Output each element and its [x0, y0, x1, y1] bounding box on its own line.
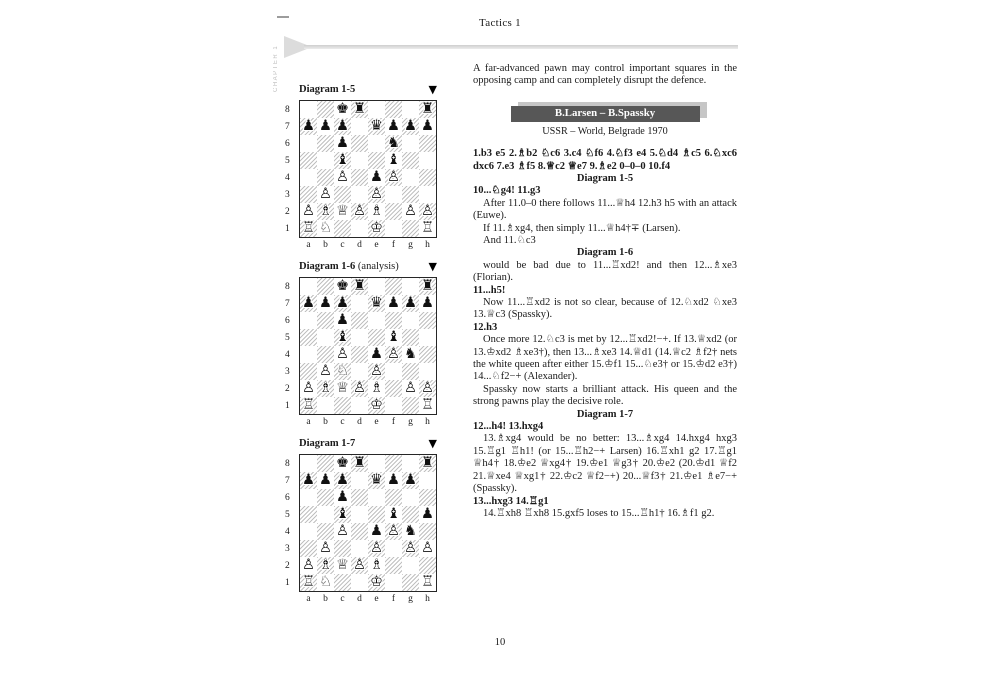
annotation-text: If 11.♗xg4, then simply 11...♕h4†∓ (Larsen). [483, 222, 681, 234]
empty-square [385, 101, 402, 118]
empty-square [368, 135, 385, 152]
piece-black-rook: ♜ [353, 455, 366, 471]
chess-board [299, 277, 437, 415]
empty-square [368, 329, 385, 346]
diagram-label-row [299, 82, 437, 96]
annotation-text: And 11.♘c3 [483, 234, 536, 246]
chess-board [299, 100, 437, 238]
empty-square [385, 557, 402, 574]
annotation-text: Spassky now starts a brilliant attack. His queen and the strong pawns play the decisive role. [473, 383, 737, 408]
rank-label: 6 [285, 492, 290, 503]
empty-square [334, 574, 351, 591]
empty-square [385, 312, 402, 329]
empty-square [351, 295, 368, 312]
empty-square [300, 152, 317, 169]
piece-white-pawn: ♙ [404, 203, 417, 219]
rank-label: 2 [285, 560, 290, 571]
empty-square [300, 455, 317, 472]
empty-square [317, 135, 334, 152]
piece-white-pawn: ♙ [370, 186, 383, 202]
piece-black-pawn: ♟ [370, 346, 383, 362]
rank-label: 3 [285, 366, 290, 377]
piece-white-pawn: ♙ [302, 380, 315, 396]
empty-square [368, 489, 385, 506]
empty-square [300, 489, 317, 506]
empty-square [402, 329, 419, 346]
file-label: e [374, 417, 379, 427]
rank-label: 5 [285, 509, 290, 520]
rank-label: 4 [285, 172, 290, 183]
piece-white-pawn: ♙ [387, 346, 400, 362]
empty-square [385, 186, 402, 203]
piece-black-queen: ♛ [370, 295, 383, 311]
piece-black-pawn: ♟ [421, 118, 434, 134]
empty-square [419, 152, 436, 169]
empty-square [402, 363, 419, 380]
empty-square [402, 186, 419, 203]
page-number: 10 [494, 637, 506, 648]
empty-square [317, 346, 334, 363]
piece-black-pawn: ♟ [421, 506, 434, 522]
piece-white-pawn: ♙ [353, 380, 366, 396]
empty-square [402, 135, 419, 152]
empty-square [351, 472, 368, 489]
file-label: c [340, 417, 345, 427]
piece-white-rook: ♖ [421, 397, 434, 413]
file-label: c [340, 240, 345, 250]
empty-square [368, 312, 385, 329]
piece-white-pawn: ♙ [319, 540, 332, 556]
text-column [473, 63, 737, 520]
piece-black-pawn: ♟ [404, 295, 417, 311]
empty-square [317, 152, 334, 169]
piece-black-pawn: ♟ [404, 472, 417, 488]
empty-square [300, 506, 317, 523]
piece-white-pawn: ♙ [387, 169, 400, 185]
piece-black-pawn: ♟ [319, 472, 332, 488]
move-text: 11...h5! [473, 284, 506, 296]
diagram-label-row [299, 436, 437, 450]
piece-white-pawn: ♙ [336, 523, 349, 539]
empty-square [317, 489, 334, 506]
move-text: 12...h4! 13.hxg4 [473, 421, 544, 433]
empty-square [300, 186, 317, 203]
empty-square [368, 455, 385, 472]
piece-white-knight: ♘ [319, 220, 332, 236]
piece-white-bishop: ♗ [370, 203, 383, 219]
file-label: f [391, 240, 396, 250]
file-label: g [408, 417, 413, 427]
rank-label: 7 [285, 121, 290, 132]
empty-square [351, 346, 368, 363]
rank-label: 4 [285, 349, 290, 360]
empty-square [300, 312, 317, 329]
empty-square [419, 363, 436, 380]
piece-white-knight: ♘ [336, 363, 349, 379]
piece-black-bishop: ♝ [336, 329, 349, 345]
piece-white-bishop: ♗ [319, 557, 332, 573]
annotation-text: After 11.0–0 there follows 11...♕h4 12.h3 h5 with an attack (Euwe). [473, 197, 737, 222]
piece-black-pawn: ♟ [404, 118, 417, 134]
diagram-column [285, 82, 445, 613]
piece-black-knight: ♞ [404, 346, 417, 362]
file-label: c [340, 594, 345, 604]
piece-white-pawn: ♙ [302, 557, 315, 573]
rank-label: 3 [285, 189, 290, 200]
empty-square [419, 489, 436, 506]
file-labels [300, 594, 436, 604]
rank-label: 4 [285, 526, 290, 537]
empty-square [402, 220, 419, 237]
piece-black-pawn: ♟ [336, 472, 349, 488]
empty-square [402, 397, 419, 414]
chapter-vertical-label: CHAPTER 1 [273, 44, 279, 92]
diagram-label: Diagram 1-5 [299, 83, 356, 95]
empty-square [385, 574, 402, 591]
empty-square [419, 135, 436, 152]
empty-square [317, 455, 334, 472]
piece-white-pawn: ♙ [370, 363, 383, 379]
empty-square [402, 489, 419, 506]
piece-black-pawn: ♟ [336, 118, 349, 134]
empty-square [317, 523, 334, 540]
empty-square [351, 489, 368, 506]
piece-black-king: ♚ [336, 101, 349, 117]
black-to-move-icon: ▼ [428, 82, 437, 96]
empty-square [402, 557, 419, 574]
empty-square [351, 506, 368, 523]
piece-white-rook: ♖ [302, 220, 315, 236]
file-labels [300, 417, 436, 427]
diagram-label-suffix: (analysis) [355, 260, 399, 272]
empty-square [334, 220, 351, 237]
empty-square [334, 540, 351, 557]
piece-black-pawn: ♟ [387, 472, 400, 488]
piece-white-rook: ♖ [302, 397, 315, 413]
empty-square [334, 186, 351, 203]
chess-diagram [285, 82, 445, 259]
rank-label: 8 [285, 458, 290, 469]
chess-diagram [285, 436, 445, 613]
file-labels [300, 240, 436, 250]
game-players-bar: B.Larsen – B.Spassky [511, 106, 700, 122]
rank-label: 2 [285, 383, 290, 394]
empty-square [368, 278, 385, 295]
empty-square [351, 397, 368, 414]
empty-square [402, 278, 419, 295]
piece-black-pawn: ♟ [302, 118, 315, 134]
empty-square [402, 506, 419, 523]
piece-white-pawn: ♙ [302, 203, 315, 219]
chapter-dash-ornament [277, 16, 289, 18]
piece-white-queen: ♕ [336, 557, 349, 573]
rank-labels [285, 277, 299, 415]
empty-square [351, 574, 368, 591]
game-header [473, 106, 737, 138]
piece-black-pawn: ♟ [387, 295, 400, 311]
annotation-text: Now 11...♖xd2 is not so clear, because of 12.♘xd2 ♘xe3 13.♕c3 (Spassky). [473, 297, 737, 321]
empty-square [385, 397, 402, 414]
piece-black-knight: ♞ [387, 135, 400, 151]
empty-square [419, 346, 436, 363]
empty-square [419, 523, 436, 540]
file-label: d [357, 594, 362, 604]
piece-white-bishop: ♗ [370, 380, 383, 396]
diagram-label: Diagram 1-7 [299, 437, 356, 449]
rank-labels [285, 454, 299, 592]
chess-diagram [285, 259, 445, 436]
empty-square [351, 152, 368, 169]
move-text: 1.b3 e5 2.♗b2 ♘c6 3.c4 ♘f6 4.♘f3 e4 5.♘d4 ♗c5 6.♘xc6 dxc6 7.e3 ♗f5 8.♕c2 ♕e7 9.♗e2 0–0–0 10.f4 [473, 148, 737, 172]
black-to-move-icon: ▼ [428, 259, 437, 273]
empty-square [368, 506, 385, 523]
piece-black-bishop: ♝ [387, 506, 400, 522]
piece-white-pawn: ♙ [353, 203, 366, 219]
empty-square [368, 101, 385, 118]
empty-square [419, 186, 436, 203]
rank-label: 2 [285, 206, 290, 217]
move-text: 10...♘g4! 11.g3 [473, 185, 541, 197]
piece-black-pawn: ♟ [336, 295, 349, 311]
piece-black-pawn: ♟ [336, 135, 349, 151]
piece-black-pawn: ♟ [336, 489, 349, 505]
empty-square [351, 220, 368, 237]
file-label: e [374, 240, 379, 250]
rank-label: 8 [285, 281, 290, 292]
piece-black-queen: ♛ [370, 118, 383, 134]
diagram-label: Diagram 1-6 (analysis) [299, 260, 399, 272]
diagram-reference: Diagram 1-5 [576, 172, 634, 184]
piece-white-bishop: ♗ [319, 203, 332, 219]
piece-black-rook: ♜ [421, 455, 434, 471]
empty-square [402, 312, 419, 329]
empty-square [317, 278, 334, 295]
piece-black-bishop: ♝ [336, 152, 349, 168]
piece-black-pawn: ♟ [319, 118, 332, 134]
annotation-text: 14.♖xh8 ♖xh8 15.gxf5 loses to 15...♖h1† 16.♗f1 g2. [483, 507, 715, 519]
piece-white-bishop: ♗ [370, 557, 383, 573]
file-label: b [323, 594, 328, 604]
empty-square [300, 540, 317, 557]
rank-label: 6 [285, 315, 290, 326]
piece-black-pawn: ♟ [370, 169, 383, 185]
empty-square [368, 152, 385, 169]
empty-square [351, 135, 368, 152]
piece-white-pawn: ♙ [370, 540, 383, 556]
file-label: b [323, 417, 328, 427]
rank-label: 7 [285, 298, 290, 309]
annotation-text: A far-advanced pawn may control important squares in the opposing camp and can completely disrupt the defence. [473, 63, 737, 87]
rank-label: 1 [285, 577, 290, 588]
piece-black-pawn: ♟ [302, 295, 315, 311]
piece-white-king: ♔ [370, 220, 383, 236]
empty-square [300, 135, 317, 152]
piece-white-pawn: ♙ [319, 186, 332, 202]
piece-black-bishop: ♝ [387, 152, 400, 168]
empty-square [317, 506, 334, 523]
empty-square [385, 363, 402, 380]
piece-black-king: ♚ [336, 455, 349, 471]
piece-white-pawn: ♙ [404, 540, 417, 556]
empty-square [351, 540, 368, 557]
file-label: e [374, 594, 379, 604]
empty-square [419, 472, 436, 489]
piece-black-rook: ♜ [353, 101, 366, 117]
annotation-text: 13.♗xg4 would be no better: 13...♗xg4 14.hxg4 hxg3 15.♖g1 ♖h1! (or 15...♖h2−+ Larsen) 16.♖xh1 g2 17.♖g1 ♕h4† 18.♔e2 ♕xg4† 19.♔e1 ♕g3† 20.♔e2 (20.♔d1 ♕f2 21.♕xe4 ♕xg1† 22.♔c2 ♕f2−+) 20...♕f3† 21.♔e1 ♗e7−+ (Spassky). [473, 433, 737, 495]
piece-white-pawn: ♙ [336, 346, 349, 362]
empty-square [385, 278, 402, 295]
piece-white-pawn: ♙ [404, 380, 417, 396]
piece-white-bishop: ♗ [319, 380, 332, 396]
empty-square [317, 101, 334, 118]
piece-white-knight: ♘ [319, 574, 332, 590]
piece-white-pawn: ♙ [336, 169, 349, 185]
empty-square [385, 489, 402, 506]
piece-black-bishop: ♝ [336, 506, 349, 522]
piece-white-rook: ♖ [302, 574, 315, 590]
empty-square [317, 329, 334, 346]
empty-square [317, 312, 334, 329]
rank-label: 5 [285, 332, 290, 343]
empty-square [402, 455, 419, 472]
empty-square [300, 523, 317, 540]
empty-square [402, 169, 419, 186]
empty-square [300, 278, 317, 295]
black-to-move-icon: ▼ [428, 436, 437, 450]
empty-square [334, 397, 351, 414]
file-label: a [306, 417, 311, 427]
empty-square [385, 220, 402, 237]
chess-board [299, 454, 437, 592]
game-event: USSR – World, Belgrade 1970 [542, 125, 668, 137]
rank-labels [285, 100, 299, 238]
piece-black-rook: ♜ [353, 278, 366, 294]
file-label: h [425, 240, 430, 250]
file-label: d [357, 417, 362, 427]
empty-square [385, 455, 402, 472]
piece-black-bishop: ♝ [387, 329, 400, 345]
move-text: 13...hxg3 14.♖g1 [473, 495, 549, 507]
rank-label: 1 [285, 223, 290, 234]
file-label: a [306, 594, 311, 604]
file-label: g [408, 594, 413, 604]
empty-square [300, 363, 317, 380]
diagram-reference: Diagram 1-7 [576, 408, 634, 420]
empty-square [385, 540, 402, 557]
empty-square [402, 101, 419, 118]
empty-square [385, 203, 402, 220]
empty-square [351, 312, 368, 329]
piece-black-pawn: ♟ [336, 312, 349, 328]
piece-black-pawn: ♟ [387, 118, 400, 134]
file-label: g [408, 240, 413, 250]
empty-square [351, 363, 368, 380]
running-head-title: Tactics 1 [479, 17, 521, 29]
file-label: h [425, 594, 430, 604]
empty-square [351, 186, 368, 203]
empty-square [300, 101, 317, 118]
rank-label: 8 [285, 104, 290, 115]
empty-square [351, 329, 368, 346]
chapter-rule-line [304, 45, 738, 49]
file-label: f [391, 417, 396, 427]
empty-square [419, 329, 436, 346]
rank-label: 3 [285, 543, 290, 554]
piece-white-pawn: ♙ [387, 523, 400, 539]
file-label: d [357, 240, 362, 250]
empty-square [300, 346, 317, 363]
piece-white-pawn: ♙ [421, 540, 434, 556]
piece-black-queen: ♛ [370, 472, 383, 488]
file-label: f [391, 594, 396, 604]
piece-black-pawn: ♟ [302, 472, 315, 488]
diagram-label-row [299, 259, 437, 273]
empty-square [317, 169, 334, 186]
rank-label: 6 [285, 138, 290, 149]
file-label: h [425, 417, 430, 427]
rank-label: 1 [285, 400, 290, 411]
empty-square [351, 169, 368, 186]
piece-white-rook: ♖ [421, 574, 434, 590]
piece-black-rook: ♜ [421, 278, 434, 294]
empty-square [419, 169, 436, 186]
empty-square [300, 169, 317, 186]
empty-square [351, 523, 368, 540]
rank-label: 7 [285, 475, 290, 486]
annotation-text: Once more 12.♘c3 is met by 12...♖xd2!−+. If 13.♕xd2 (or 13.♔xd2 ♗xe3†), then 13...♗xe3 14.♕d1 (14.♕c2 ♗f2† nets the white queen after either 15.♔f1 15...♘e3† or 15.♔d2 e3†) 14...♘f2−+ (Alexander). [473, 334, 737, 383]
move-text: 12.h3 [473, 321, 498, 333]
piece-white-pawn: ♙ [421, 203, 434, 219]
rank-label: 5 [285, 155, 290, 166]
piece-white-pawn: ♙ [319, 363, 332, 379]
piece-white-queen: ♕ [336, 380, 349, 396]
piece-white-king: ♔ [370, 397, 383, 413]
annotation-text: would be bad due to 11...♖xd2! and then 12...♗xe3 (Florian). [473, 259, 737, 284]
piece-black-pawn: ♟ [421, 295, 434, 311]
piece-white-king: ♔ [370, 574, 383, 590]
empty-square [317, 397, 334, 414]
piece-white-pawn: ♙ [353, 557, 366, 573]
piece-white-rook: ♖ [421, 220, 434, 236]
empty-square [300, 329, 317, 346]
empty-square [419, 312, 436, 329]
piece-black-king: ♚ [336, 278, 349, 294]
piece-white-queen: ♕ [336, 203, 349, 219]
empty-square [351, 118, 368, 135]
empty-square [419, 557, 436, 574]
piece-black-rook: ♜ [421, 101, 434, 117]
piece-black-pawn: ♟ [370, 523, 383, 539]
empty-square [402, 574, 419, 591]
diagram-reference: Diagram 1-6 [576, 247, 634, 259]
file-label: a [306, 240, 311, 250]
empty-square [385, 380, 402, 397]
piece-white-pawn: ♙ [421, 380, 434, 396]
piece-black-knight: ♞ [404, 523, 417, 539]
file-label: b [323, 240, 328, 250]
empty-square [402, 152, 419, 169]
piece-black-pawn: ♟ [319, 295, 332, 311]
